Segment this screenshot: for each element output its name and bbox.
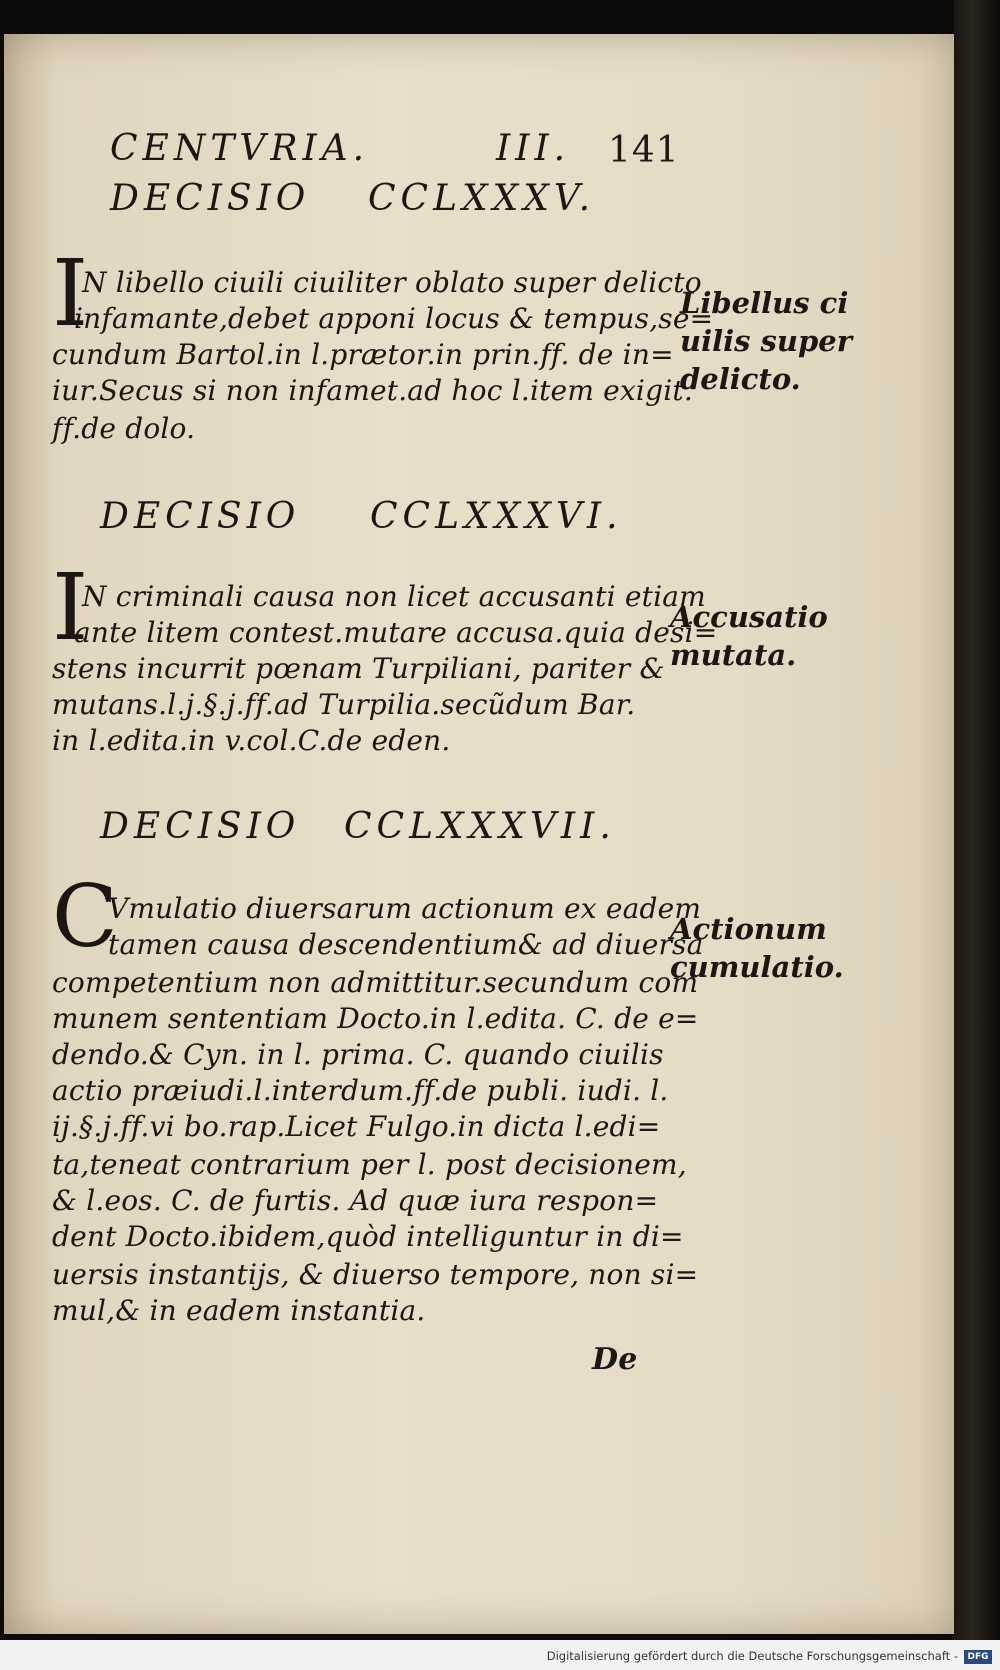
decision-3-line: & l.eos. C. de furtis. Ad quæ iura respon=	[52, 1184, 659, 1217]
decision-1-margin-note: Libellus ci	[680, 286, 849, 320]
folio-number: 141	[608, 130, 680, 171]
decision-3-margin-note: cumulatio.	[670, 950, 844, 984]
decision-3-number: CCLXXXVII.	[344, 806, 616, 847]
decision-3-line: ta,teneat contrarium per l. post decisionem,	[52, 1148, 687, 1181]
catchword: De	[592, 1342, 638, 1377]
dfg-logo-icon: DFG	[964, 1650, 992, 1664]
decision-3-line: competentium non admittitur.secundum com	[52, 966, 699, 999]
running-title: CENTVRIA.	[110, 128, 370, 169]
decision-3-line: dent Docto.ibidem,quòd intelliguntur in di=	[52, 1220, 684, 1253]
decision-2-line: ante litem contest.mutare accusa.quia desi=	[74, 616, 718, 649]
decision-1-initial: I	[52, 240, 89, 347]
decision-1-line: N libello ciuili ciuiliter oblato super delicto	[82, 266, 702, 299]
decision-3-line: mul,& in eadem instantia.	[52, 1294, 426, 1327]
decision-2-initial: I	[52, 554, 89, 661]
decision-3-initial: C	[52, 867, 118, 967]
funding-credit: Digitalisierung gefördert durch die Deutsche Forschungsgemeinschaft -	[546, 1649, 958, 1663]
decision-2-margin-note: mutata.	[670, 638, 797, 672]
decision-3-line: tamen causa descendentium& ad diuersa	[108, 928, 704, 961]
paper-page	[4, 34, 954, 1634]
decision-3-line: dendo.& Cyn. in l. prima. C. quando ciuilis	[52, 1038, 664, 1071]
decision-2-line: stens incurrit pœnam Turpiliani, pariter &	[52, 652, 665, 685]
decision-1-margin-note: delicto.	[680, 362, 801, 396]
decision-1-line: cundum Bartol.in l.prætor.in prin.ff. de in=	[52, 338, 674, 371]
decision-3-line: actio præiudi.l.interdum.ff.de publi. iudi. l.	[52, 1074, 669, 1107]
decision-1-line: infamante,debet apponi locus & tempus,se=	[74, 302, 714, 335]
decision-2-number: CCLXXXVI.	[370, 496, 623, 537]
decision-1-line: ff.de dolo.	[52, 412, 196, 445]
book-spine-edge	[954, 0, 1000, 1670]
decision-1-line: iur.Secus si non infamet.ad hoc l.item exigit.	[52, 374, 693, 407]
decision-3-title: DECISIO	[100, 806, 301, 847]
part-number: III.	[496, 128, 571, 169]
decision-2-margin-note: Accusatio	[670, 600, 828, 634]
decision-3-line: uersis instantijs, & diuerso tempore, non si=	[52, 1258, 699, 1291]
decision-3-line: munem sententiam Docto.in l.edita. C. de e=	[52, 1002, 699, 1035]
decision-1-number: CCLXXXV.	[368, 178, 596, 219]
decision-2-line: mutans.l.j.§.j.ff.ad Turpilia.secũdum Bar.	[52, 688, 636, 721]
decision-2-line: in l.edita.in v.col.C.de eden.	[52, 724, 451, 757]
decision-3-line: Vmulatio diuersarum actionum ex eadem	[108, 892, 702, 925]
decision-2-title: DECISIO	[100, 496, 301, 537]
decision-3-margin-note: Actionum	[670, 912, 827, 946]
decision-2-line: N criminali causa non licet accusanti etiam	[82, 580, 706, 613]
decision-1-margin-note: uilis super	[680, 324, 852, 358]
digitization-footer	[0, 1640, 1000, 1670]
decision-1-title: DECISIO	[110, 178, 311, 219]
decision-3-line: ij.§.j.ff.vi bo.rap.Licet Fulgo.in dicta l.edi=	[52, 1110, 661, 1143]
